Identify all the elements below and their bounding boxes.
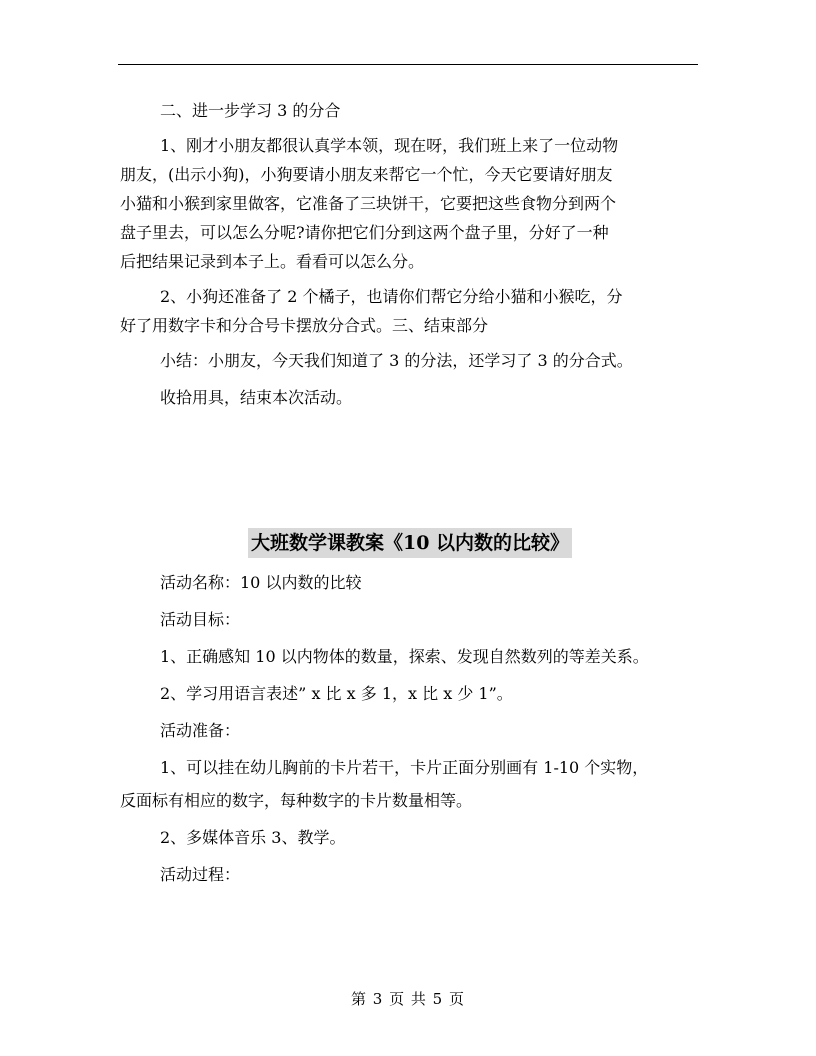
process-label: 活动过程：	[160, 865, 241, 884]
prep-label: 活动准备：	[160, 721, 241, 740]
summary-text: 小结：小朋友，今天我们知道了 3 的分法，还学习了 3 的分合式。	[160, 351, 633, 370]
paragraph-line: 盘子里去，可以怎么分呢?请你把它们分到这两个盘子里，分好了一种	[120, 223, 609, 242]
goals-label: 活动目标：	[160, 610, 241, 629]
activity-name: 活动名称：10 以内数的比较	[160, 573, 362, 592]
paragraph-line: 好了用数字卡和分合号卡摆放分合式。三、结束部分	[120, 316, 489, 335]
title-wrap	[120, 528, 700, 558]
header-rule	[118, 64, 698, 65]
section-heading: 二、进一步学习 3 的分合	[160, 101, 341, 120]
paragraph-line: 1、刚才小朋友都很认真学本领，现在呀，我们班上来了一位动物	[160, 136, 619, 155]
goal-2: 2、学习用语言表述” x 比 x 多 1，x 比 x 少 1”。	[160, 684, 513, 703]
page-footer: 第 3 页 共 5 页	[351, 990, 465, 1008]
closing-text: 收拾用具，结束本次活动。	[160, 388, 353, 407]
paragraph-line: 朋友，(出示小狗)，小狗要请小朋友来帮它一个忙，今天它要请好朋友	[120, 165, 613, 184]
paragraph-1	[120, 131, 700, 276]
paragraph-line: 2、小狗还准备了 2 个橘子，也请你们帮它分给小猫和小猴吃，分	[160, 287, 623, 306]
prep-2: 2、多媒体音乐 3、教学。	[160, 828, 346, 847]
document-body	[120, 96, 700, 889]
paragraph-line: 反面标有相应的数字，每种数字的卡片数量相等。	[120, 791, 473, 810]
section-gap	[120, 412, 700, 528]
paragraph-2	[120, 282, 700, 340]
paragraph-line: 小猫和小猴到家里做客，它准备了三块饼干，它要把这些食物分到两个	[120, 194, 617, 213]
lesson-title: 大班数学课教案《10 以内数的比较》	[248, 528, 572, 558]
paragraph-line: 后把结果记录到本子上。看看可以怎么分。	[120, 252, 425, 271]
prep-1	[120, 753, 700, 815]
goal-1: 1、正确感知 10 以内物体的数量，探索、发现自然数列的等差关系。	[160, 647, 649, 666]
paragraph-line: 1、可以挂在幼儿胸前的卡片若干，卡片正面分别画有 1-10 个实物，	[160, 758, 649, 777]
